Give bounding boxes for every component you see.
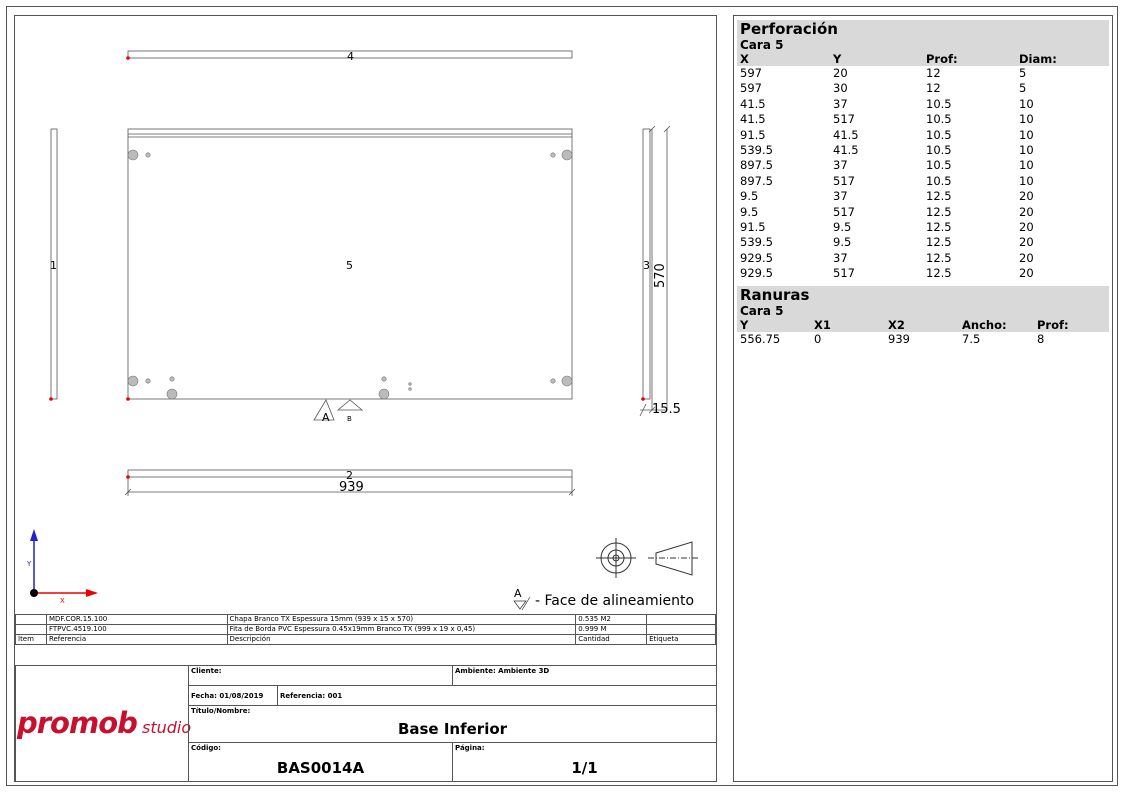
table-cell: 41.5 — [833, 127, 859, 142]
table-cell: 12.5 — [926, 266, 952, 281]
table-cell: 10.5 — [926, 158, 952, 173]
logo-main: promob — [17, 706, 137, 740]
part-label-3: 3 — [643, 259, 650, 272]
referencia-field: Referencia: 001 — [277, 685, 717, 706]
table-cell: 8 — [1037, 332, 1045, 346]
table-cell: 37 — [833, 250, 848, 265]
table-cell: 517 — [833, 266, 855, 281]
table-row — [16, 615, 716, 625]
table-header-row — [737, 318, 1109, 332]
grooves-table — [737, 318, 1109, 347]
projection-symbol-icon — [596, 538, 700, 578]
drilling-title: Perforación — [737, 20, 1109, 38]
drilling-face: Cara 5 — [737, 38, 1109, 52]
table-cell: 12.5 — [926, 235, 952, 250]
table-cell: 897.5 — [740, 173, 773, 188]
table-row — [737, 97, 1109, 112]
drilling-table — [737, 52, 1109, 282]
table-cell: 20 — [1019, 189, 1034, 204]
table-cell: 0 — [814, 332, 822, 346]
table-cell: 9.5 — [740, 204, 759, 219]
table-row — [737, 128, 1109, 143]
fecha-field: Fecha: 01/08/2019 — [188, 685, 278, 706]
grooves-face: Cara 5 — [737, 304, 1109, 318]
table-cell: 37 — [833, 96, 848, 111]
parts-desc: Fita de Borda PVC Espessura 0.45x19mm Branco TX (999 x 19 x 0,45) — [227, 625, 576, 635]
table-row — [737, 189, 1109, 204]
table-row — [737, 220, 1109, 235]
table-row — [737, 158, 1109, 173]
part-label-5: 5 — [346, 259, 353, 272]
table-row — [737, 332, 1109, 347]
logo-cell — [15, 665, 192, 782]
table-cell: 539.5 — [740, 143, 773, 158]
table-cell: 556.75 — [740, 332, 781, 346]
table-cell: 517 — [833, 173, 855, 188]
col-y: Y — [830, 52, 923, 66]
table-cell: 897.5 — [740, 158, 773, 173]
table-cell: 20 — [833, 66, 848, 80]
parts-tag — [647, 615, 716, 625]
table-row — [737, 81, 1109, 96]
grooves-section — [737, 286, 1109, 347]
table-cell: 539.5 — [740, 235, 773, 250]
view-a-label: A — [322, 411, 330, 424]
table-cell: 20 — [1019, 204, 1034, 219]
table-cell: 5 — [1019, 81, 1027, 96]
col-x1: X1 — [811, 318, 885, 332]
table-cell: 12 — [926, 81, 941, 96]
header-item: Ítem — [16, 635, 47, 645]
table-cell: 91.5 — [740, 127, 766, 142]
table-cell: 30 — [833, 81, 848, 96]
col-y: Y — [737, 318, 811, 332]
table-cell: 91.5 — [740, 220, 766, 235]
col-prof: Prof: — [1034, 318, 1109, 332]
table-cell: 9.5 — [833, 235, 852, 250]
parts-qty: 0.535 M2 — [576, 615, 647, 625]
table-row — [737, 174, 1109, 189]
codigo-value: BAS0014A — [276, 759, 365, 777]
dimension-height: 570 — [653, 263, 668, 288]
pagina-label: Página: — [455, 744, 485, 752]
table-cell: 10 — [1019, 112, 1034, 127]
table-cell: 10 — [1019, 173, 1034, 188]
table-cell: 929.5 — [740, 250, 773, 265]
parts-tag — [647, 625, 716, 635]
table-cell: 37 — [833, 158, 848, 173]
pagina-value: 1/1 — [571, 759, 598, 777]
promob-logo — [17, 706, 191, 740]
table-cell: 517 — [833, 204, 855, 219]
part-label-4: 4 — [347, 50, 354, 63]
axis-y-label: Y — [27, 560, 32, 568]
table-cell: 10.5 — [926, 127, 952, 142]
alignment-note: - Face de alineamiento — [535, 593, 695, 609]
header-qty: Cantidad — [576, 635, 647, 645]
table-cell: 20 — [1019, 235, 1034, 250]
parts-list-table — [15, 614, 716, 645]
table-cell: 10.5 — [926, 143, 952, 158]
table-cell: 939 — [888, 332, 910, 346]
table-row — [737, 266, 1109, 281]
table-header-row — [737, 52, 1109, 66]
header-tag: Etiqueta — [647, 635, 716, 645]
table-cell: 41.5 — [833, 143, 859, 158]
table-cell: 929.5 — [740, 266, 773, 281]
axis-x-label: X — [60, 597, 65, 605]
table-cell: 10 — [1019, 158, 1034, 173]
table-row — [737, 143, 1109, 158]
col-x2: X2 — [885, 318, 959, 332]
table-cell: 12.5 — [926, 220, 952, 235]
table-header-row — [16, 635, 716, 645]
col-diam: Diam: — [1016, 52, 1109, 66]
axis-indicator — [30, 529, 98, 597]
table-cell: 37 — [833, 189, 848, 204]
table-cell: 9.5 — [833, 220, 852, 235]
table-cell: 517 — [833, 112, 855, 127]
parts-desc: Chapa Branco TX Espessura 15mm (939 x 15 x 570) — [227, 615, 576, 625]
col-prof: Prof: — [923, 52, 1016, 66]
table-cell: 9.5 — [740, 189, 759, 204]
dimension-width: 939 — [339, 480, 364, 495]
drilling-section — [737, 20, 1109, 282]
table-cell: 41.5 — [740, 112, 766, 127]
table-cell: 20 — [1019, 220, 1034, 235]
ambiente-field: Ambiente: Ambiente 3D — [452, 665, 717, 686]
part-label-2: 2 — [346, 469, 353, 482]
table-cell: 12.5 — [926, 250, 952, 265]
parts-item — [16, 615, 47, 625]
table-cell: 10.5 — [926, 112, 952, 127]
table-cell: 10 — [1019, 127, 1034, 142]
view-b-label: B — [347, 415, 352, 423]
parts-item — [16, 625, 47, 635]
table-cell: 5 — [1019, 66, 1027, 80]
cliente-field: Cliente: — [188, 665, 453, 686]
table-cell: 7.5 — [962, 332, 981, 346]
table-cell: 10 — [1019, 96, 1034, 111]
table-cell: 10.5 — [926, 173, 952, 188]
col-x: X — [737, 52, 830, 66]
drill-holes — [128, 150, 572, 399]
pagina-cell — [452, 742, 717, 782]
table-cell: 12.5 — [926, 189, 952, 204]
table-row — [737, 66, 1109, 81]
table-row — [737, 251, 1109, 266]
codigo-cell — [188, 742, 453, 782]
table-cell: 20 — [1019, 266, 1034, 281]
table-row — [737, 112, 1109, 127]
alignment-letter: A — [514, 587, 522, 600]
table-cell: 597 — [740, 66, 762, 80]
table-cell: 12 — [926, 66, 941, 80]
logo-sub: studio — [141, 718, 192, 737]
header-desc: Descripción — [227, 635, 576, 645]
header-ref: Referencia — [46, 635, 227, 645]
table-row — [16, 625, 716, 635]
table-cell: 41.5 — [740, 96, 766, 111]
technical-drawing — [0, 0, 720, 612]
parts-qty: 0.999 M — [576, 625, 647, 635]
parts-ref: FTPVC.4519.100 — [46, 625, 227, 635]
col-ancho: Ancho: — [959, 318, 1034, 332]
table-cell: 10.5 — [926, 96, 952, 111]
dimension-thickness: 15.5 — [652, 402, 681, 417]
table-cell: 12.5 — [926, 204, 952, 219]
table-row — [737, 235, 1109, 250]
titulo-label: Título/Nombre: — [191, 707, 251, 715]
table-cell: 20 — [1019, 250, 1034, 265]
view-b-triangle — [338, 400, 362, 410]
grooves-title: Ranuras — [737, 286, 1109, 304]
table-cell: 10 — [1019, 143, 1034, 158]
titulo-value: Base Inferior — [397, 720, 508, 738]
part-label-1: 1 — [50, 259, 57, 272]
parts-ref: MDF.COR.15.100 — [46, 615, 227, 625]
table-cell: 597 — [740, 81, 762, 96]
table-row — [737, 205, 1109, 220]
titulo-cell — [188, 705, 717, 743]
codigo-label: Código: — [191, 744, 221, 752]
